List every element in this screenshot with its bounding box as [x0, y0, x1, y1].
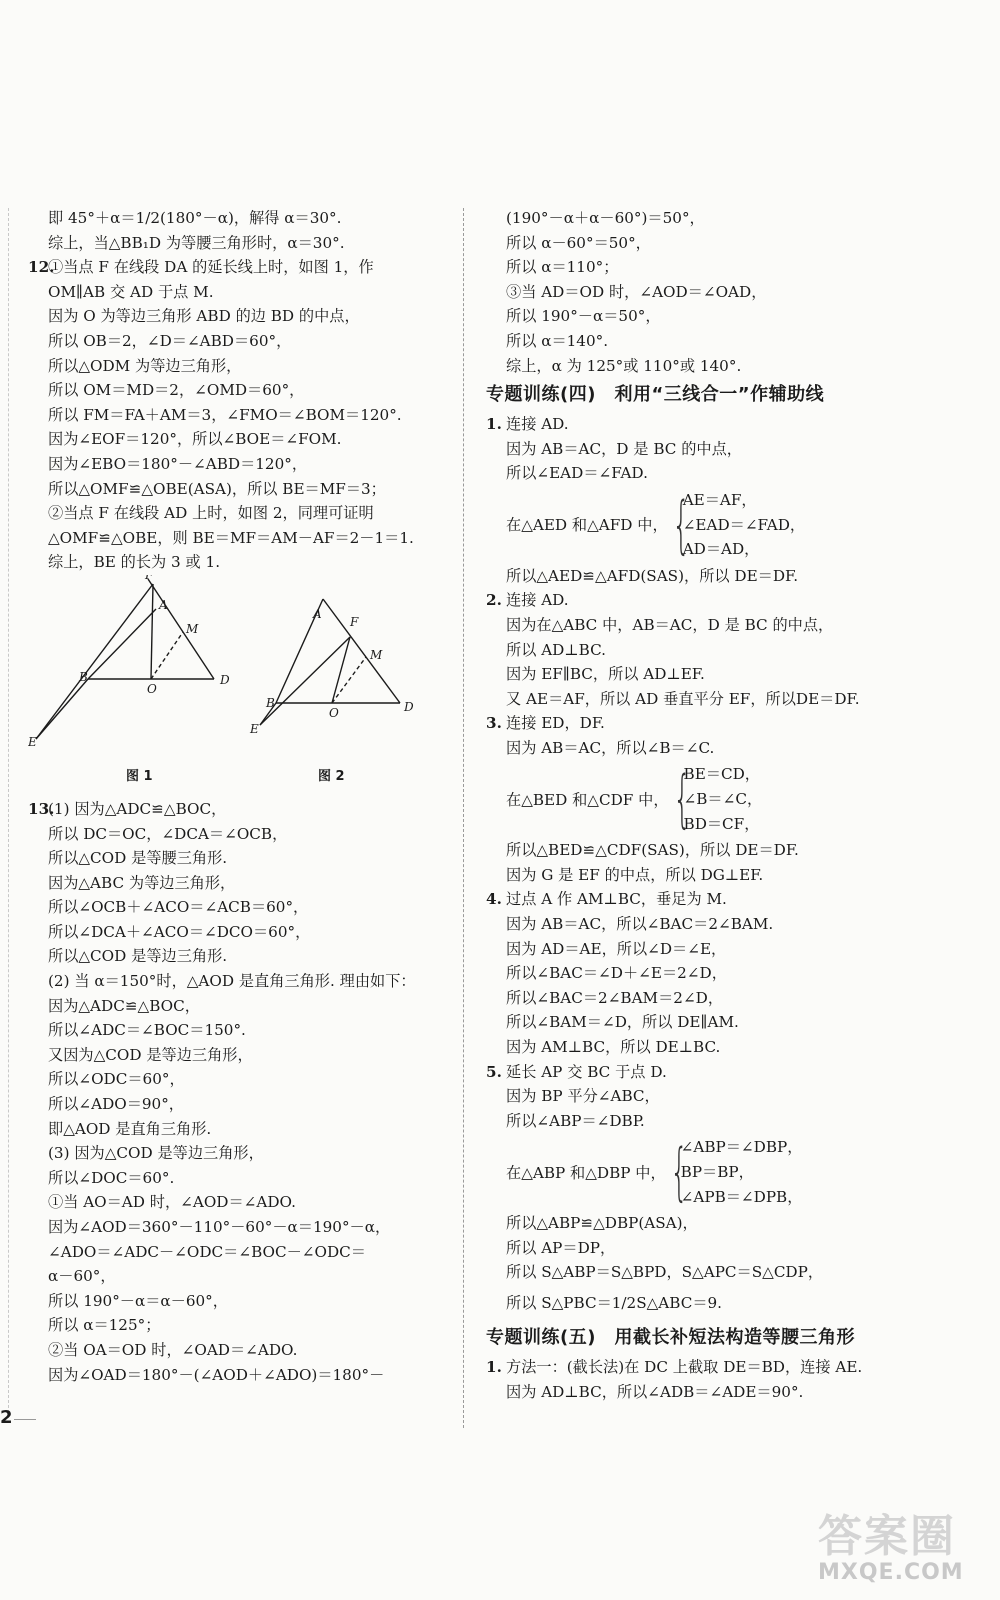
text-line: 所以△ABP≌△DBP(ASA)， [506, 1214, 698, 1233]
question-number: 1. [486, 415, 502, 434]
text-line: ∠ADO＝∠ADC－∠ODC＝∠BOC－∠ODC＝ [48, 1242, 366, 1261]
brace-label: 在△ABP 和△DBP 中， [506, 1163, 666, 1182]
text-line: 过点 A 作 AM⊥BC，垂足为 M. [506, 890, 727, 909]
brace-item: ∠ABP＝∠DBP， [680, 1138, 803, 1157]
segment-om-dashed [332, 657, 366, 703]
label-e: E [28, 734, 37, 749]
label-b: B [79, 669, 88, 684]
text-line: 所以 190°－α＝50°， [506, 307, 661, 326]
text-line: 所以△COD 是等边三角形. [48, 947, 228, 966]
text-line: 所以∠ODC＝60°， [48, 1070, 185, 1089]
question-number: 13. [28, 799, 55, 818]
s4-question-1 [486, 412, 956, 588]
right-column [486, 206, 956, 1404]
segment-fd [148, 579, 214, 679]
text-line: ②当点 F 在线段 AD 上时，如图 2，同理可证明 [48, 504, 374, 523]
question-number: 1. [486, 1357, 502, 1376]
text-line: 因为 G 是 EF 的中点，所以 DG⊥EF. [506, 865, 764, 884]
figure-1-caption: 图 1 [126, 768, 153, 784]
label-m: M [370, 647, 383, 662]
text-line: 所以 α＝125°； [48, 1316, 161, 1335]
text-line: 所以△BED≌△CDF(SAS)，所以 DE＝DF. [506, 841, 799, 860]
text-line: 综上，α 为 125°或 110°或 140°. [506, 356, 742, 375]
text-line: 所以 AD⊥BC. [506, 640, 606, 659]
figure-1-labels [28, 575, 230, 749]
brace-item: BP＝BP， [680, 1162, 754, 1181]
text-line: (190°－α＋α－60°)＝50°， [506, 209, 705, 227]
text-line: 因为 EF∥BC，所以 AD⊥EF. [506, 665, 705, 684]
watermark-text: 答案圈 [818, 1511, 956, 1562]
label-o: O [329, 705, 339, 720]
text-line: 所以 S△PBC＝1/2S△ABC＝9. [506, 1293, 722, 1312]
text-line: 即 45°＋α＝1/2(180°－α)，解得 α＝30°. [48, 209, 342, 227]
text-line: 所以∠OCB＋∠ACO＝∠ACB＝60°， [48, 898, 309, 917]
text-line: ①当点 F 在线段 DA 的延长线上时，如图 1，作 [48, 258, 374, 277]
question-number: 4. [486, 890, 502, 909]
page-edge-line [8, 208, 9, 1418]
page-number: 2 [0, 1407, 13, 1428]
text-line: 综上，当△BB₁D 为等腰三角形时，α＝30°. [48, 233, 345, 252]
text-line: 因为 AD⊥BC，所以∠ADB＝∠ADE＝90°. [506, 1382, 804, 1401]
text-line: 所以∠BAM＝∠D，所以 DE∥AM. [506, 1013, 739, 1032]
text-line: 又 AE＝AF，所以 AD 垂直平分 EF，所以DE＝DF. [506, 689, 860, 708]
brace-system [486, 488, 956, 562]
question-number: 3. [486, 714, 502, 733]
question-number: 12. [28, 258, 55, 277]
s4-question-4 [486, 887, 956, 1059]
brace-item: ∠EAD＝∠FAD， [682, 515, 806, 534]
text-line: 所以 α＝140°. [506, 331, 609, 350]
left-brace-icon: { [669, 1135, 688, 1209]
text-line: OM∥AB 交 AD 于点 M. [48, 282, 214, 301]
text-line: 因为 BP 平分∠ABC， [506, 1087, 660, 1106]
brace-item: BE＝CD， [683, 765, 760, 784]
label-b: B [266, 695, 275, 710]
page-number-rule [14, 1419, 36, 1420]
text-line: △OMF≌△OBE，则 BE＝MF＝AM－AF＝2－1＝1. [48, 528, 414, 547]
brace-item: AD＝AD， [682, 540, 760, 559]
s4-question-2 [486, 588, 956, 711]
question-number: 2. [486, 591, 502, 610]
label-a: A [159, 597, 168, 612]
text-line: 因为 AM⊥BC，所以 DE⊥BC. [506, 1038, 721, 1056]
text-line: 所以∠DOC＝60°. [48, 1168, 175, 1187]
text-line: ①当 AO＝AD 时，∠AOD＝∠ADO. [48, 1193, 296, 1212]
text-line: 所以△COD 是等腰三角形. [48, 849, 228, 868]
text-line: 所以∠ADO＝90°， [48, 1095, 184, 1114]
brace-item: ∠B＝∠C， [683, 790, 763, 809]
text-line: 所以 FM＝FA＋AM＝3，∠FMO＝∠BOM＝120°. [48, 405, 402, 424]
text-line: ③当 AD＝OD 时，∠AOD＝∠OAD， [506, 282, 767, 301]
text-line: 所以 AP＝DP， [506, 1238, 616, 1257]
text-line: 所以∠BAC＝2∠BAM＝2∠D， [506, 988, 724, 1007]
text-line: 因为∠AOD＝360°－110°－60°－α＝190°－α， [48, 1218, 391, 1236]
text-line: 因为∠EBO＝180°－∠ABD＝120°， [48, 454, 308, 473]
segment-ef [36, 584, 153, 739]
segment-ad [323, 599, 400, 703]
segment-ba [88, 609, 156, 679]
figure-diagrams [28, 575, 448, 797]
text-line: 方法一：(截长法)在 DC 上截取 DE＝BD，连接 AE. [506, 1357, 863, 1376]
text-line: 所以 OM＝MD＝2，∠OMD＝60°， [48, 381, 305, 400]
column-divider [463, 208, 464, 1428]
label-m: M [186, 621, 199, 636]
text-line: 因为 AB＝AC，所以∠B＝∠C. [506, 738, 715, 757]
text-line: 所以 190°－α＝α－60°， [48, 1291, 228, 1310]
brace-item: BD＝CF， [683, 814, 760, 833]
section-4-title: 专题训练(四) 利用“三线合一”作辅助线 [486, 384, 825, 406]
figure-2-labels [249, 607, 414, 736]
text-line: 因为∠OAD＝180°－(∠AOD＋∠ADO)＝180°－ [48, 1365, 385, 1384]
left-brace-icon: { [671, 487, 690, 561]
text-line: (1) 因为△ADC≌△BOC， [48, 799, 227, 818]
geometry-figures [28, 575, 448, 797]
left-brace-icon: { [672, 762, 691, 836]
figure-1-diagram [36, 579, 214, 739]
text-line: 又因为△COD 是等边三角形， [48, 1045, 253, 1064]
text-line: 因为∠EOF＝120°，所以∠BOE＝∠FOM. [48, 430, 342, 449]
text-line: 所以∠BAC＝∠D＋∠E＝2∠D， [506, 964, 727, 983]
text-line: 因为 O 为等边三角形 ABD 的边 BD 的中点， [48, 307, 360, 326]
brace-items [683, 488, 805, 562]
brace-label: 在△BED 和△CDF 中， [506, 790, 669, 809]
text-line: 所以△ODM 为等边三角形， [48, 356, 242, 375]
watermark-url: MXQE.COM [818, 1560, 964, 1585]
left-column [28, 206, 448, 1387]
brace-items [684, 762, 763, 836]
question-12 [28, 255, 448, 575]
text-line: (2) 当 α＝150°时，△AOD 是直角三角形. 理由如下： [48, 972, 416, 991]
brace-item: ∠APB＝∠DPB， [680, 1187, 803, 1206]
question-13 [28, 797, 448, 1387]
label-d: D [404, 699, 414, 714]
brace-items [681, 1135, 803, 1209]
text-line: 所以∠EAD＝∠FAD. [506, 464, 648, 483]
text-line: 连接 ED，DF. [506, 714, 605, 733]
segment-of [151, 584, 153, 679]
segment-eb [36, 679, 88, 739]
text-line: 因为 AB＝AC，D 是 BC 的中点， [506, 439, 742, 458]
text-line: α－60°， [48, 1267, 116, 1286]
text-line: 连接 AD. [506, 591, 569, 610]
label-a: A [313, 606, 322, 621]
label-f: F [350, 614, 359, 629]
section-5-title: 专题训练(五) 用截长补短法构造等腰三角形 [486, 1326, 855, 1348]
s4-question-5 [486, 1060, 956, 1321]
s4-question-3 [486, 711, 956, 887]
text-line: 所以∠DCA＋∠ACO＝∠DCO＝60°， [48, 922, 311, 941]
brace-label: 在△AED 和△AFD 中， [506, 516, 668, 535]
brace-item: AE＝AF， [682, 490, 757, 509]
watermark-logo [818, 1500, 988, 1595]
segment-om-dashed [151, 632, 183, 679]
question-number: 5. [486, 1062, 502, 1081]
text-line: 所以△OMF≌△OBE(ASA)，所以 BE＝MF＝3； [48, 479, 386, 498]
text-line: ②当 OA＝OD 时，∠OAD＝∠ADO. [48, 1340, 298, 1359]
text-line: 因为△ADC≌△BOC， [48, 996, 200, 1015]
label-d: D [220, 672, 230, 687]
figure-2-caption: 图 2 [318, 768, 345, 784]
label-o: O [147, 681, 157, 696]
s5-question-1 [486, 1355, 956, 1404]
label-f: F [145, 574, 154, 582]
text-line: 即△AOD 是直角三角形. [48, 1119, 212, 1138]
text-line: 所以 DC＝OC，∠DCA＝∠OCB， [48, 824, 288, 843]
text-line: (3) 因为△COD 是等边三角形， [48, 1144, 264, 1163]
text-line: 因为在△ABC 中，AB＝AC，D 是 BC 的中点， [506, 615, 834, 634]
brace-system [486, 762, 956, 836]
text-line: 所以 OB＝2，∠D＝∠ABD＝60°， [48, 331, 292, 350]
text-line: 所以 α＝110°； [506, 258, 619, 277]
text-line: 所以 S△ABP＝S△BPD，S△APC＝S△CDP， [506, 1263, 824, 1282]
text-line: 因为 AD＝AE，所以∠D＝∠E， [506, 939, 727, 958]
text-line: 综上，BE 的长为 3 或 1. [48, 553, 221, 572]
text-line: 连接 AD. [506, 415, 569, 434]
text-line: 延长 AP 交 BC 于点 D. [506, 1062, 667, 1081]
text-line: 所以 α－60°＝50°， [506, 233, 651, 252]
text-line: 所以∠ADC＝∠BOC＝150°. [48, 1021, 246, 1040]
text-line: 因为 AB＝AC，所以∠BAC＝2∠BAM. [506, 915, 774, 934]
text-line: 所以△AED≌△AFD(SAS)，所以 DE＝DF. [506, 566, 799, 585]
text-line: 因为△ABC 为等边三角形， [48, 873, 236, 892]
segment-of [332, 637, 350, 703]
text-line: 所以∠ABP＝∠DBP. [506, 1111, 645, 1130]
brace-system [486, 1135, 956, 1209]
label-e: E [250, 721, 259, 736]
